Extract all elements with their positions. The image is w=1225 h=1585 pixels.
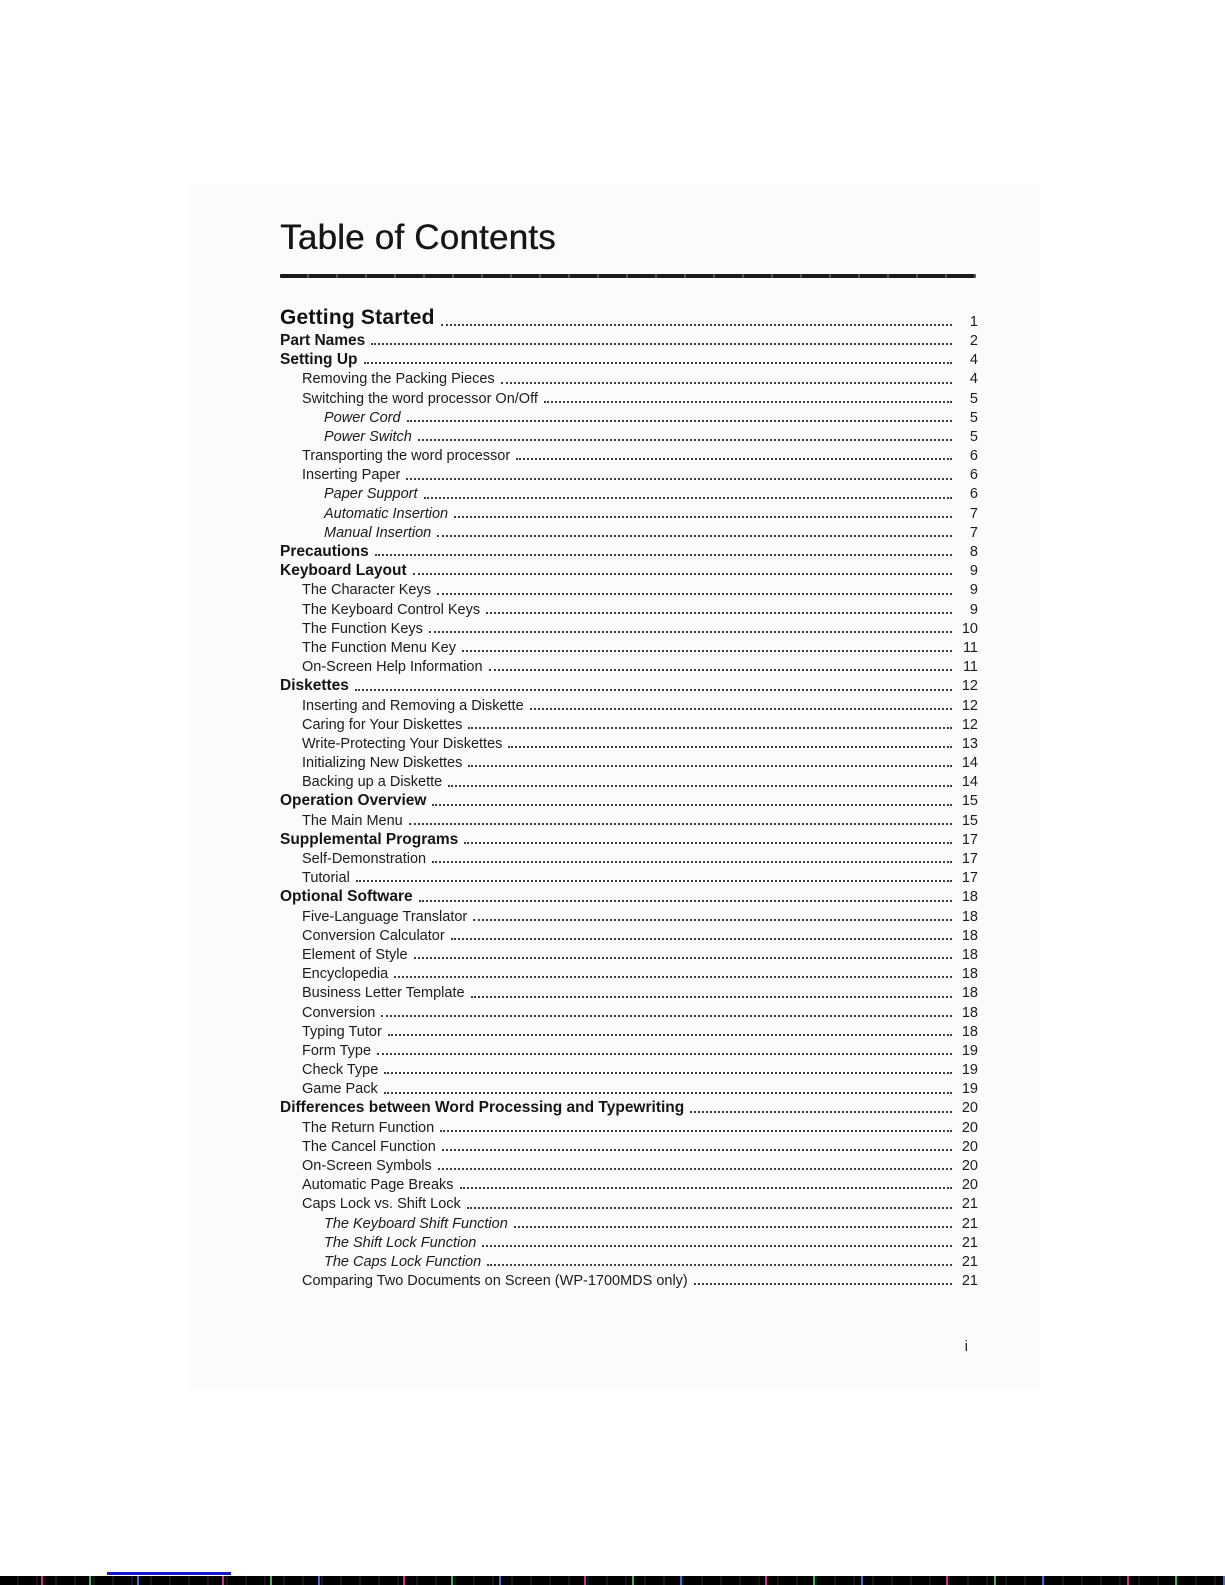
dotted-leader (429, 631, 952, 633)
toc-entry-page: 8 (969, 544, 978, 561)
toc-entry-label: The Keyboard Control Keys (302, 601, 481, 618)
toc-entry-page: 18 (961, 927, 978, 944)
toc-row (280, 810, 978, 829)
toc-entry-label: Typing Tutor (302, 1023, 382, 1040)
toc-entry-page: 13 (961, 735, 978, 752)
dotted-leader (451, 938, 952, 940)
dotted-leader (414, 957, 952, 959)
toc-row (280, 522, 978, 541)
toc-row (280, 867, 978, 886)
dotted-leader (694, 1283, 952, 1285)
toc-entry-page: 14 (961, 774, 978, 791)
toc-row (280, 848, 978, 867)
toc-entry-page: 5 (969, 428, 978, 445)
toc-entry-label: Self-Demonstration (302, 851, 427, 868)
toc-entry-label: Form Type (302, 1042, 372, 1059)
toc-entry-label: Power Switch (324, 428, 412, 445)
toc-row (280, 330, 978, 349)
toc-entry-label: Caring for Your Diskettes (302, 716, 463, 733)
toc-entry-page: 21 (961, 1215, 978, 1232)
toc-row (280, 1117, 978, 1136)
toc-entry-label: Conversion Calculator (302, 927, 445, 944)
toc-row (280, 1270, 978, 1289)
toc-entry-label: Encyclopedia (302, 966, 389, 983)
toc-entry-page: 18 (961, 946, 978, 963)
toc-row (280, 445, 978, 464)
toc-entry-label: Paper Support (324, 486, 418, 503)
toc-entry-label: Diskettes (280, 677, 349, 695)
scan-blue-line (107, 1572, 231, 1575)
toc-entry-page: 1 (969, 313, 978, 330)
dotted-leader (464, 842, 952, 844)
dotted-leader (437, 593, 952, 595)
toc-row (280, 1232, 978, 1251)
toc-entry-page: 21 (961, 1253, 978, 1270)
toc-entry-page: 21 (961, 1196, 978, 1213)
toc-entry-page: 17 (961, 870, 978, 887)
toc-row (280, 426, 978, 445)
toc-entry-label: Inserting Paper (302, 467, 401, 484)
toc-row (280, 1078, 978, 1097)
toc-entry-label: Transporting the word processor (302, 448, 511, 465)
dotted-leader (437, 535, 952, 537)
toc-entry-page: 9 (969, 582, 978, 599)
toc-entry-page: 18 (961, 1023, 978, 1040)
toc-entry-page: 4 (969, 352, 978, 369)
toc-entry-label: Automatic Page Breaks (302, 1177, 454, 1194)
toc-row (280, 388, 978, 407)
toc-entry-label: Tutorial (302, 870, 350, 887)
dotted-leader (409, 823, 952, 825)
dotted-leader (432, 804, 952, 806)
toc-entry-label: On-Screen Symbols (302, 1158, 432, 1175)
toc-entry-page: 18 (961, 985, 978, 1002)
toc-row (280, 407, 978, 426)
toc-entry-label: Setting Up (280, 351, 358, 369)
dotted-leader (406, 478, 952, 480)
toc-row (280, 1021, 978, 1040)
dotted-leader (514, 1226, 952, 1228)
dotted-leader (530, 708, 952, 710)
toc-row (280, 618, 978, 637)
toc-row (280, 733, 978, 752)
toc-entry-page: 20 (961, 1138, 978, 1155)
dotted-leader (468, 727, 952, 729)
toc-row (280, 484, 978, 503)
dotted-leader (442, 1149, 952, 1151)
dotted-leader (467, 1207, 952, 1209)
toc-row (280, 599, 978, 618)
toc-row (280, 791, 978, 810)
toc-row (280, 906, 978, 925)
toc-entry-page: 11 (962, 659, 978, 676)
dotted-leader (364, 362, 953, 364)
dotted-leader (448, 785, 952, 787)
dotted-leader (441, 324, 952, 326)
toc-row (280, 1059, 978, 1078)
toc-entry-label: Automatic Insertion (324, 505, 449, 522)
page-title: Table of Contents (280, 218, 556, 257)
toc-row (280, 982, 978, 1001)
toc-entry-page: 10 (961, 620, 978, 637)
toc-row (280, 656, 978, 675)
toc-entry-page: 20 (961, 1158, 978, 1175)
dotted-leader (468, 765, 952, 767)
toc-row (280, 944, 978, 963)
toc-row (280, 829, 978, 848)
toc-list (280, 302, 978, 1289)
toc-entry-label: Five-Language Translator (302, 908, 468, 925)
dotted-leader (482, 1245, 952, 1247)
toc-entry-label: The Keyboard Shift Function (324, 1215, 508, 1232)
title-rule (280, 274, 976, 278)
toc-row (280, 579, 978, 598)
dotted-leader (460, 1187, 952, 1189)
dotted-leader (384, 1092, 952, 1094)
toc-entry-page: 7 (969, 505, 978, 522)
dotted-leader (407, 420, 952, 422)
toc-entry-page: 7 (969, 524, 978, 541)
toc-entry-label: The Main Menu (302, 812, 403, 829)
toc-row (280, 714, 978, 733)
dotted-leader (508, 746, 952, 748)
dotted-leader (501, 382, 952, 384)
toc-entry-page: 18 (961, 908, 978, 925)
dotted-leader (473, 919, 952, 921)
toc-row (280, 349, 978, 368)
toc-entry-label: The Function Menu Key (302, 639, 456, 656)
toc-entry-page: 6 (969, 486, 978, 503)
dotted-leader (381, 1015, 952, 1017)
dotted-leader (471, 996, 952, 998)
toc-entry-label: Write-Protecting Your Diskettes (302, 735, 503, 752)
toc-entry-page: 4 (969, 371, 978, 388)
toc-row (280, 1136, 978, 1155)
toc-entry-label: Comparing Two Documents on Screen (WP-1700MDS only) (302, 1273, 688, 1290)
toc-entry-page: 19 (961, 1042, 978, 1059)
toc-entry-label: The Cancel Function (302, 1138, 436, 1155)
dotted-leader (454, 516, 952, 518)
toc-row (280, 1213, 978, 1232)
toc-entry-label: Backing up a Diskette (302, 774, 443, 791)
toc-entry-page: 9 (969, 601, 978, 618)
toc-entry-page: 12 (961, 716, 978, 733)
toc-row (280, 1155, 978, 1174)
toc-entry-page: 18 (961, 966, 978, 983)
toc-entry-label: Power Cord (324, 409, 401, 426)
toc-entry-page: 15 (961, 812, 978, 829)
dotted-leader (394, 976, 952, 978)
toc-entry-page: 21 (961, 1234, 978, 1251)
dotted-leader (356, 880, 952, 882)
toc-entry-page: 2 (969, 332, 978, 349)
toc-row (280, 675, 978, 694)
dotted-leader (355, 689, 952, 691)
toc-entry-label: The Function Keys (302, 620, 423, 637)
toc-entry-label: The Caps Lock Function (324, 1253, 482, 1270)
toc-entry-label: Manual Insertion (324, 524, 432, 541)
toc-row (280, 771, 978, 790)
toc-entry-label: Switching the word processor On/Off (302, 390, 538, 407)
dotted-leader (690, 1111, 952, 1113)
toc-entry-page: 20 (961, 1119, 978, 1136)
toc-entry-page: 5 (969, 409, 978, 426)
toc-entry-label: On-Screen Help Information (302, 659, 483, 676)
toc-row (280, 368, 978, 387)
dotted-leader (419, 900, 952, 902)
toc-row (280, 302, 978, 330)
toc-row (280, 925, 978, 944)
toc-entry-page: 18 (961, 889, 978, 906)
toc-row (280, 1002, 978, 1021)
toc-row (280, 752, 978, 771)
toc-entry-page: 20 (961, 1177, 978, 1194)
toc-entry-label: Initializing New Diskettes (302, 755, 463, 772)
toc-row (280, 464, 978, 483)
toc-entry-label: Operation Overview (280, 792, 427, 810)
toc-entry-page: 18 (961, 1004, 978, 1021)
dotted-leader (413, 573, 952, 575)
toc-row (280, 1174, 978, 1193)
toc-row (280, 637, 978, 656)
toc-row (280, 963, 978, 982)
toc-row (280, 1040, 978, 1059)
toc-entry-label: Keyboard Layout (280, 562, 407, 580)
toc-entry-page: 20 (961, 1100, 978, 1117)
toc-row (280, 695, 978, 714)
scan-edge-strip (0, 1576, 1225, 1585)
dotted-leader (384, 1072, 952, 1074)
toc-entry-label: Conversion (302, 1004, 376, 1021)
dotted-leader (486, 612, 952, 614)
toc-row (280, 503, 978, 522)
toc-entry-page: 17 (961, 831, 978, 848)
toc-entry-label: Differences between Word Processing and Typewriting (280, 1099, 685, 1117)
toc-entry-page: 11 (962, 639, 978, 656)
toc-entry-label: Check Type (302, 1062, 379, 1079)
toc-entry-page: 5 (969, 390, 978, 407)
toc-row (280, 541, 978, 560)
toc-entry-label: Game Pack (302, 1081, 378, 1098)
toc-entry-label: Business Letter Template (302, 985, 465, 1002)
document-sheet (188, 184, 1040, 1390)
toc-entry-page: 12 (961, 697, 978, 714)
dotted-leader (418, 439, 952, 441)
dotted-leader (432, 861, 952, 863)
toc-entry-page: 17 (961, 851, 978, 868)
toc-entry-label: Getting Started (280, 306, 435, 330)
dotted-leader (462, 650, 952, 652)
dotted-leader (371, 343, 952, 345)
dotted-leader (487, 1264, 952, 1266)
toc-entry-page: 6 (969, 467, 978, 484)
toc-entry-label: Part Names (280, 331, 366, 349)
dotted-leader (375, 554, 952, 556)
toc-entry-page: 19 (961, 1081, 978, 1098)
toc-row (280, 1193, 978, 1212)
dotted-leader (388, 1034, 952, 1036)
toc-entry-label: The Shift Lock Function (324, 1234, 477, 1251)
toc-entry-page: 6 (969, 448, 978, 465)
dotted-leader (424, 497, 952, 499)
dotted-leader (438, 1168, 952, 1170)
toc-row (280, 1251, 978, 1270)
toc-entry-page: 9 (969, 563, 978, 580)
dotted-leader (516, 458, 952, 460)
toc-entry-page: 19 (961, 1062, 978, 1079)
dotted-leader (440, 1130, 952, 1132)
toc-entry-label: Caps Lock vs. Shift Lock (302, 1196, 461, 1213)
toc-entry-label: Inserting and Removing a Diskette (302, 697, 524, 714)
toc-entry-label: Element of Style (302, 946, 408, 963)
toc-row (280, 1098, 978, 1117)
toc-entry-page: 21 (961, 1273, 978, 1290)
toc-entry-label: The Return Function (302, 1119, 435, 1136)
toc-entry-label: Precautions (280, 542, 369, 560)
footer-page-number: i (964, 1338, 968, 1355)
toc-entry-label: Removing the Packing Pieces (302, 371, 495, 388)
toc-entry-page: 14 (961, 755, 978, 772)
dotted-leader (544, 401, 952, 403)
toc-entry-page: 15 (961, 793, 978, 810)
toc-row (280, 560, 978, 579)
toc-entry-label: Optional Software (280, 888, 413, 906)
dotted-leader (377, 1053, 952, 1055)
dotted-leader (489, 669, 952, 671)
toc-entry-page: 12 (961, 678, 978, 695)
toc-row (280, 886, 978, 905)
toc-entry-label: The Character Keys (302, 582, 431, 599)
toc-entry-label: Supplemental Programs (280, 830, 459, 848)
